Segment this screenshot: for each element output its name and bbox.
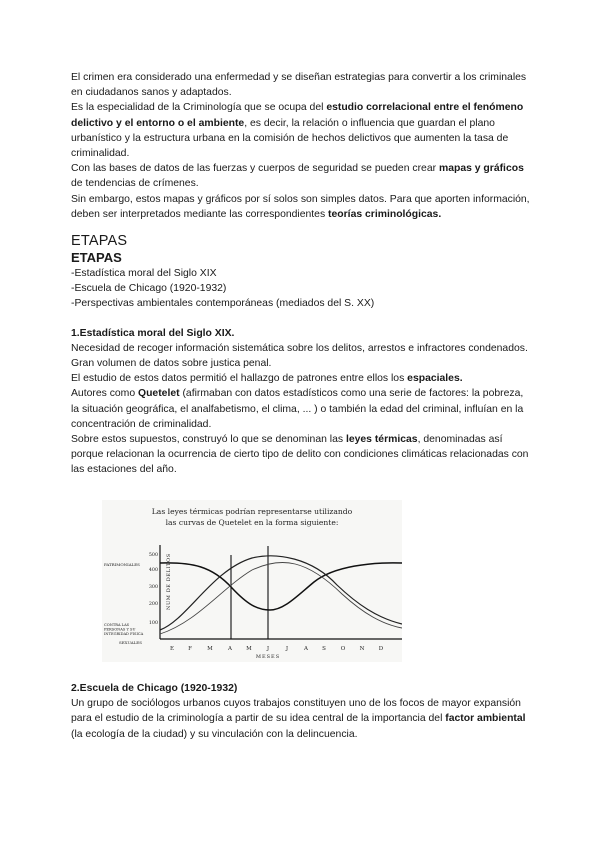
month-label: A (304, 646, 308, 652)
intro-bold-2: estudio correlacional entre el fenómeno delictivo y el entorno o el ambiente (71, 102, 524, 129)
intro-text-3b: de tendencias de crímenes. (71, 178, 199, 190)
curve-sexuales (160, 562, 402, 634)
s2-text-1b: (la ecología de la ciudad) y su vinculación con la delincuencia. (71, 728, 358, 740)
etapas-item: -Perspectivas ambientales contemporáneas (mediados del S. XX) (71, 298, 375, 310)
month-label: O (340, 646, 346, 652)
month-label: M (207, 646, 213, 652)
month-label: F (188, 646, 192, 652)
label-sexuales: SEXUALES (119, 640, 142, 645)
intro-bold-3: mapas y gráficos (438, 163, 524, 175)
section1-title: 1.Estadística moral del Siglo XIX. (71, 327, 235, 339)
y-tick-label: 500 (148, 553, 158, 558)
intro-text-2b: , es decir, la relación o influencia que guardan el plano urbanístico y la estructura urbana en la comisión de hechos delictivos que aumenten la tasa de criminalidad. (71, 117, 509, 160)
section1-paragraph-4 (71, 432, 531, 478)
quetelet-svg (102, 500, 402, 662)
y-axis-label: NUM DE DELITOS (166, 553, 172, 610)
month-label: D (378, 646, 384, 652)
section1-paragraph-2 (71, 371, 531, 386)
s1-bold-2: espaciales. (407, 373, 463, 385)
month-label: M (246, 646, 252, 652)
s1-bold-3: Quetelet (138, 388, 180, 400)
s1-text-4a: Sobre estos supuestos, construyó lo que se denominan las (71, 434, 346, 446)
intro-bold-4: teorías criminológicas. (328, 208, 442, 220)
label-contra-personas: PERSONAS Y SU (104, 627, 136, 632)
intro-paragraph-2 (71, 100, 531, 161)
label-patrimoniales: PATRIMONIALES (104, 562, 140, 567)
intro-text-1: El crimen era considerado una enfermedad y se diseñan estrategias para convertir a los criminales en ciudadanos sanos y adaptados. (71, 72, 527, 99)
curve-contra-personas (160, 556, 402, 630)
etapas-item: -Estadística moral del Siglo XIX (71, 268, 217, 280)
month-label: J (266, 646, 270, 652)
quetelet-figure (102, 500, 402, 662)
intro-text-3a: Con las bases de datos de las fuerzas y cuerpos de seguridad se pueden crear (71, 163, 439, 175)
etapas-item: -Escuela de Chicago (1920-1932) (71, 283, 227, 295)
s2-text-1a: Un grupo de sociólogos urbanos cuyos trabajos constituyen uno de los focos de mayor expansión para el estudio de la criminología a partir de su idea central de la importancia del (71, 698, 521, 725)
document-body (71, 70, 531, 478)
label-contra-personas: CONTRA LAS (104, 623, 130, 627)
section2-paragraph-1 (71, 696, 531, 742)
figure-caption-2: las curvas de Quetelet en la forma siguiente: (165, 518, 339, 527)
s1-text-2a: El estudio de estos datos permitió el hallazgo de patrones entre ellos los (71, 373, 408, 385)
intro-paragraph-3 (71, 161, 531, 191)
curve-patrimoniales (160, 563, 402, 610)
figure-caption-1: Las leyes térmicas podrían representarse utilizando (151, 507, 353, 516)
s1-text-3a: Autores como (71, 388, 138, 400)
month-label: J (285, 646, 289, 652)
month-label: E (169, 646, 175, 652)
intro-text-2a: Es la especialidad de la Criminología que se ocupa del (71, 102, 327, 114)
month-label: A (228, 646, 232, 652)
intro-paragraph-1 (71, 70, 531, 100)
section1-paragraph-1: Necesidad de recoger información sistemática sobre los delitos, arrestos e infractores condenados. Gran volumen de datos sobre justica penal. (71, 342, 528, 370)
month-label: S (322, 646, 326, 652)
s1-text-4b: , denominadas así porque relacionan la ocurrencia de cierto tipo de delito con condiciones climáticas relacionadas con las estaciones del año. (71, 434, 529, 476)
y-tick-label: 100 (148, 621, 158, 626)
s1-text-3b: (afirmaban con datos estadísticos como una serie de factores: la pobreza, la situación geográfica, el analfabetismo, el clima, ... ) o también la edad del criminal, influían en la concentración de criminalidad. (71, 388, 524, 430)
month-label: N (359, 646, 365, 652)
x-axis-label: MESES (255, 654, 281, 660)
s1-bold-4: leyes térmicas (345, 434, 418, 446)
intro-paragraph-4 (71, 192, 531, 222)
intro-text-4a: Sin embargo, estos mapas y gráficos por sí solos son simples datos. Para que aporten información, deben ser interpretados mediante las correspondientes (71, 193, 530, 220)
y-tick-label: 200 (148, 602, 158, 607)
section1-paragraph-3 (71, 386, 531, 432)
document-body-section2 (71, 681, 531, 742)
etapas-heading: ETAPAS (71, 250, 122, 266)
y-tick-label: 400 (148, 568, 158, 573)
etapas-heading-large: ETAPAS (71, 233, 128, 250)
y-tick-label: 300 (148, 585, 158, 590)
label-contra-personas: INTEGRIDAD FISICA (104, 632, 144, 636)
s2-bold-1: factor ambiental (445, 713, 526, 725)
section2-title: 2.Escuela de Chicago (1920-1932) (71, 683, 238, 694)
